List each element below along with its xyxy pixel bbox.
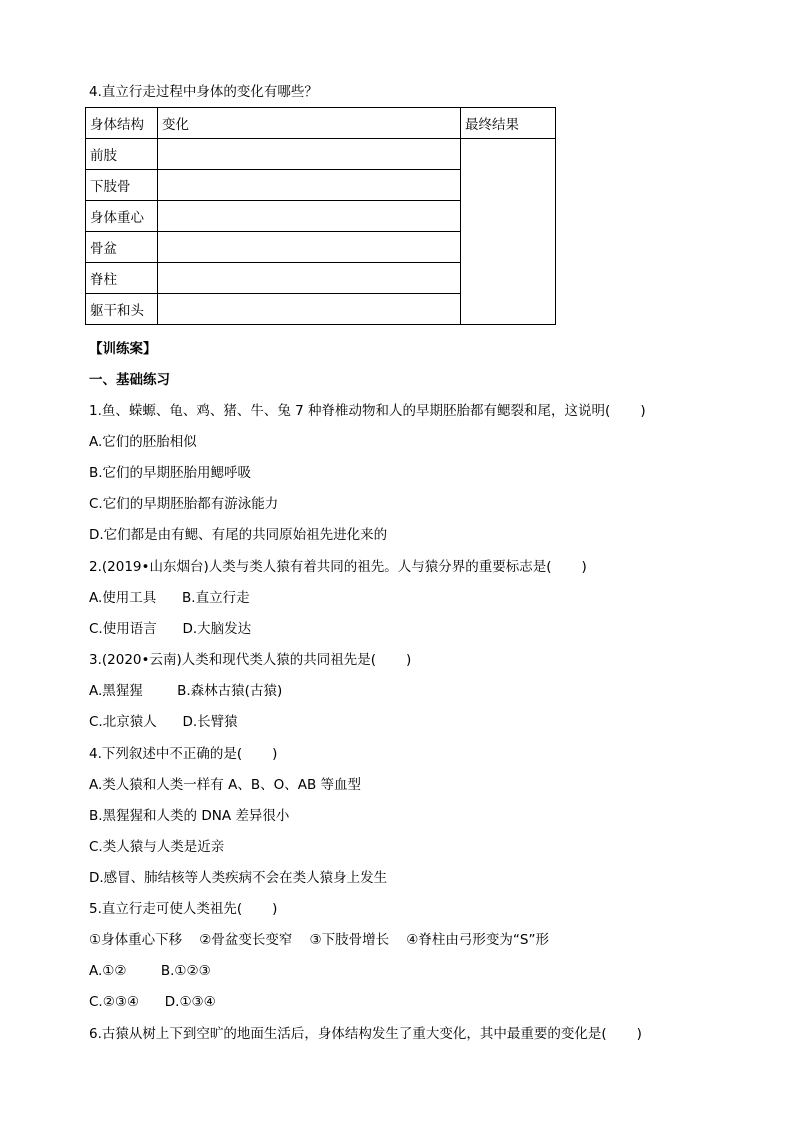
q1-option-c: C.它们的早期胚胎都有游泳能力 [89, 496, 279, 512]
q2-stem: 2.(2019•山东烟台)人类与类人猿有着共同的祖先。人与猿分界的重要标志是( ) [89, 559, 587, 575]
table-row [86, 139, 556, 170]
q3-options-cd: C.北京猿人 D.长臂猿 [89, 714, 238, 730]
q1-option-b: B.它们的早期胚胎用鳃呼吸 [89, 465, 252, 481]
q4-option-b: B.黑猩猩和人类的 DNA 差异很小 [89, 808, 290, 824]
q5-stem: 5.直立行走可使人类祖先( ) [89, 901, 278, 917]
q1-option-d: D.它们都是由有鳃、有尾的共同原始祖先进化来的 [89, 527, 388, 543]
q3-options-ab: A.黑猩猩 B.森林古猿(古猿) [89, 683, 283, 699]
change-cell [158, 294, 461, 325]
q1-option-a: A.它们的胚胎相似 [89, 434, 197, 450]
row-label: 躯干和头 [86, 294, 158, 325]
row-label: 身体重心 [86, 201, 158, 232]
question-4-title: 4.直立行走过程中身体的变化有哪些？ [89, 84, 318, 100]
row-label: 下肢骨 [86, 170, 158, 201]
q3-stem: 3.(2020•云南)人类和现代类人猿的共同祖先是( ) [89, 652, 412, 668]
q2-options-ab: A.使用工具 B.直立行走 [89, 590, 250, 606]
change-cell [158, 139, 461, 170]
row-label: 骨盆 [86, 232, 158, 263]
header-final-result: 最终结果 [461, 108, 556, 139]
q1-stem: 1.鱼、蝾螈、龟、鸡、猪、牛、兔 7 种脊椎动物和人的早期胚胎都有鳃裂和尾，这说明( ) [89, 403, 646, 419]
row-label: 前肢 [86, 139, 158, 170]
q4-option-c: C.类人猿与人类是近亲 [89, 839, 225, 855]
change-cell [158, 263, 461, 294]
change-cell [158, 201, 461, 232]
q4-stem: 4.下列叙述中不正确的是( ) [89, 746, 278, 762]
change-cell [158, 232, 461, 263]
header-change: 变化 [158, 108, 461, 139]
row-label: 脊柱 [86, 263, 158, 294]
q6-stem: 6.古猿从树上下到空旷的地面生活后，身体结构发生了重大变化，其中最重要的变化是( ) [89, 1026, 642, 1042]
section-basic-heading: 一、基础练习 [89, 372, 170, 388]
change-cell [158, 170, 461, 201]
final-result-cell [461, 139, 556, 325]
q5-items: ①身体重心下移 ②骨盆变长变窄 ③下肢骨增长 ④脊柱由弓形变为“S”形 [89, 932, 549, 948]
q4-option-a: A.类人猿和人类一样有 A、B、O、AB 等血型 [89, 777, 361, 793]
q2-options-cd: C.使用语言 D.大脑发达 [89, 621, 252, 637]
table-header-row [86, 108, 556, 139]
q4-option-d: D.感冒、肺结核等人类疾病不会在类人猿身上发生 [89, 870, 388, 886]
section-training-heading: 【训练案】 [89, 341, 157, 357]
header-body-structure: 身体结构 [86, 108, 158, 139]
body-change-table [85, 107, 556, 325]
q5-options-cd: C.②③④ D.①③④ [89, 994, 216, 1010]
q5-options-ab: A.①② B.①②③ [89, 963, 211, 979]
